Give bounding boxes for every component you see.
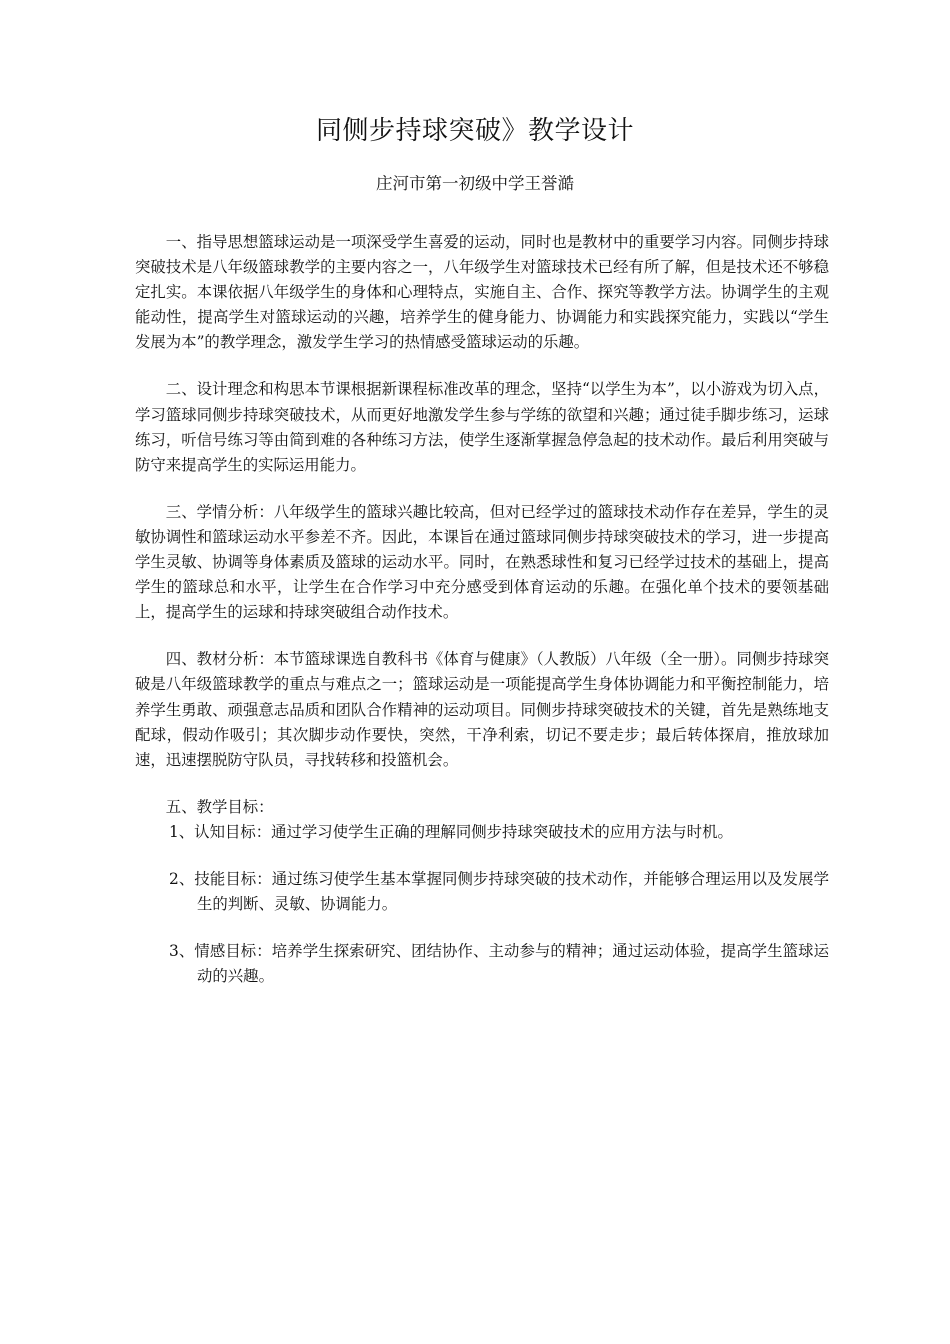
section-design-concept: 二、设计理念和构思本节课根据新课程标准改革的理念，坚持“以学生为本”，以小游戏为切入点，学习篮球同侧步持球突破技术，从而更好地激发学生参与学练的欲望和兴趣；通过徒手脚步练习，运球练习，听信号练习等由简到难的各种练习方法，使学生逐渐掌握急停急起的技术动作。最后利用突破与防守来提高学生的实际运用能力。: [135, 380, 829, 474]
section-goals-heading: 五、教学目标：: [165, 797, 274, 816]
section-material-analysis: 四、教材分析：本节篮球课选自教科书《体育与健康》（人教版）八年级（全一册）。同侧步持球突破是八年级篮球教学的重点与难点之一；篮球运动是一项能提高学生身体协调能力和平衡控制能力，培养学生勇敢、顽强意志品质和团队合作精神的运动项目。同侧步持球突破技术的关键，首先是熟练地支配球，假动作吸引；其次脚步动作要快，突然，干净利索，切记不要走步；最后转体探肩，推放球加速，迅速摆脱防守队员，寻找转移和投篮机会。: [135, 650, 829, 769]
document-body: [135, 230, 829, 1011]
goal-item-skill: 2、技能目标：通过练习使学生基本掌握同侧步持球突破的技术动作，并能够合理运用以及发展学生的判断、灵敏、协调能力。: [169, 869, 829, 914]
goal-item-affective: 3、情感目标：培养学生探索研究、团结协作、主动参与的精神；通过运动体验，提高学生篮球运动的兴趣。: [169, 942, 829, 986]
goal-item-cognitive: 1、认知目标：通过学习使学生正确的理解同侧步持球突破技术的应用方法与时机。: [169, 822, 733, 841]
section-learner-analysis: 三、学情分析：八年级学生的篮球兴趣比较高，但对已经学过的篮球技术动作存在差异，学生的灵敏协调性和篮球运动水平参差不齐。因此，本课旨在通过篮球同侧步持球突破技术的学习，进一步提高学生灵敏、协调等身体素质及篮球的运动水平。同时，在熟悉球性和复习已经学过技术的基础上，提高学生的篮球总和水平，让学生在合作学习中充分感受到体育运动的乐趣。在强化单个技术的要领基础上，提高学生的运球和持球突破组合动作技术。: [135, 502, 829, 622]
document-author: 庄河市第一初级中学王誉澔: [376, 174, 574, 193]
section-guiding-thought: 一、指导思想篮球运动是一项深受学生喜爱的运动，同时也是教材中的重要学习内容。同侧步持球突破技术是八年级篮球教学的主要内容之一，八年级学生对篮球技术已经有所了解，但是技术还不够稳定扎实。本课依据八年级学生的身体和心理特点，实施自主、合作、探究等教学方法。协调学生的主观能动性，提高学生对篮球运动的兴趣，培养学生的健身能力、协调能力和实践探究能力，实践以“学生发展为本”的教学理念，激发学生学习的热情感受篮球运动的乐趣。: [135, 233, 829, 352]
document-title: 同侧步持球突破》教学设计: [315, 116, 634, 146]
